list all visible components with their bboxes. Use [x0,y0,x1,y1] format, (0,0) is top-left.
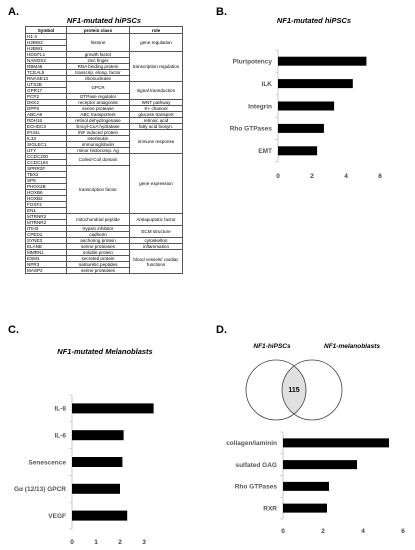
x-tick-label: 1 [94,539,98,546]
gene-symbol: ELANE [26,244,67,250]
category-label: Rho GTPases [234,483,277,491]
gene-role: retinoic acid [130,118,183,124]
gene-symbol: GPR17 [26,88,67,94]
gene-symbol: SYNE3 [26,238,67,244]
protein-class: histone [67,34,130,52]
venn-right-label [302,343,402,350]
x-tick-label: 0 [70,539,74,546]
protein-class: retinol dehydrogenase [67,118,130,124]
gene-symbol: FOXF2 [26,202,67,208]
protein-class: immunoglobulin [67,142,130,148]
category-label: RXR [263,505,277,513]
panel-b-title-gene: NF1 [276,16,292,25]
protein-class: trypsin inhibitor [67,226,130,232]
gene-symbol: SPRR2F [26,166,67,172]
protein-class: Enoyl-CoA hydratase [67,124,130,130]
protein-class: INF induced protein [67,130,130,136]
x-tick-label: 4 [344,173,348,180]
x-tick-label: 0 [281,528,285,535]
category-label: VEGF [48,512,66,520]
venn-left-label [237,343,307,350]
venn-overlap-count: 115 [288,387,300,394]
category-label: Pluripotency [232,58,272,66]
protein-class: serine proteases [67,268,130,274]
venn-left-label-gene: NF1 [253,343,266,350]
protein-class: receptor antagonist [67,100,130,106]
protein-class: natriuretic peptides [67,262,130,268]
panel-a-title-rest: -mutated hiPSCs [81,16,142,25]
gene-symbol: CCDC194 [26,160,67,166]
gene-role: gene expression [130,154,183,214]
gene-role: ECM structure [130,226,183,238]
panel-b-label: B. [216,6,227,18]
gene-symbol: CPED1 [26,232,67,238]
x-tick-label: 6 [378,173,382,180]
gene-symbol: IFI44L [26,130,67,136]
protein-class: cadherin [67,232,130,238]
gene-symbol: HOXB6 [26,190,67,196]
protein-class: ribonuclease [67,76,130,82]
gene-symbol: MASP2 [26,268,67,274]
gene-symbol: PHOX2B [26,184,67,190]
gene-symbol: H2BW2 [26,40,67,46]
gene-symbol: RBM46 [26,64,67,70]
gene-role: blood vessels/ cardiac functions [130,250,183,274]
gene-role: K+ channel [130,106,183,112]
gene-symbol: NPR3 [26,262,67,268]
protein-class: RNA binding protein [67,64,130,70]
x-tick-label: 0 [276,173,280,180]
gene-symbol: SIGLEC1 [26,142,67,148]
gene-role: WNT pathway [130,100,183,106]
gene-role: transcription regulation [130,52,183,82]
header-role: role [130,27,183,34]
category-label: ILK [261,80,272,88]
gene-symbol: UTY [26,148,67,154]
x-tick-label: 3 [142,539,146,546]
x-tick-label: 2 [310,173,314,180]
venn-left-label-rest: -hiPSCs [265,343,291,350]
gene-role: signal transduction [130,82,183,100]
protein-class: mitochondrial peptide [67,214,130,226]
panel-d-label: D. [216,324,227,336]
x-tick-label: 2 [118,539,122,546]
gene-symbol: H1-4 [26,34,67,40]
gene-symbol: ESM1 [26,256,67,262]
protein-class: transcription factor [67,166,130,214]
protein-class: anchoring protein [67,238,130,244]
gene-symbol: DKK2 [26,100,67,106]
gene-symbol: MTRNR2 [26,214,67,220]
protein-class: zinc finger [67,58,130,64]
header-symbol: Symbol [26,27,67,34]
gene-symbol: PCP2 [26,94,67,100]
protein-class: serine protease [67,106,130,112]
gene-role: gene regulation [130,34,183,52]
protein-class: interleukin [67,136,130,142]
panel-c-label: C. [8,324,19,336]
protein-class: soluble protein [67,250,130,256]
gene-symbol: ABCA9 [26,112,67,118]
panel-a-title-gene: NF1 [66,16,82,25]
gene-symbol: UTS2B [26,82,67,88]
protein-class: minor histocomp. Ag [67,148,130,154]
venn-right-label-rest: -melanoblasts [336,343,380,350]
gene-symbol: IL33 [26,136,67,142]
panel-c-title-rest: -mutated Melanoblasts [71,347,153,356]
category-label: Gα (12/13) GPCR [13,486,66,494]
gene-symbol: RNASE13 [26,76,67,82]
gene-symbol: ITIH3 [26,226,67,232]
x-tick-label: 6 [401,528,405,535]
category-label: IL-8 [54,405,66,413]
x-tick-label: 2 [321,528,325,535]
category-label: EMT [258,148,272,156]
gene-symbol: NANOS2 [26,58,67,64]
category-label: IL-6 [54,432,66,440]
gene-role: inflammation [130,244,183,250]
gene-role: cytoskelton [130,238,183,244]
gene-role: glucose transport [130,112,183,118]
protein-class: serine proteases [67,244,130,250]
panel-c-title-gene: NF1 [57,347,72,356]
header-protein-class: protein class [67,27,130,34]
protein-class: Coiled-Coil domain [67,154,130,166]
x-tick-label: 4 [361,528,365,535]
gene-symbol: MTRNR2 [26,220,67,226]
panel-a-label: A. [8,6,19,18]
category-label: Integrin [248,103,272,111]
gene-symbol: ECHDC3 [26,124,67,130]
gene-symbol: EN1 [26,208,67,214]
protein-class: growth factor [67,52,130,58]
category-label: sulfated GAG [235,461,277,469]
gene-symbol: HOXB2 [26,196,67,202]
protein-class: GPCR [67,82,130,94]
category-label: Senescence [28,459,66,467]
venn-right-label-gene: NF1 [324,343,337,350]
protein-class: transcrip. elong. factor [67,70,130,76]
gene-symbol: MMRN1 [26,250,67,256]
gene-symbol: TBX2 [26,172,67,178]
category-label: collagen/laminin [226,440,277,448]
gene-role: Antiapoptotic factor [130,214,183,226]
gene-symbol: CCDC200 [26,154,67,160]
gene-symbol: H2BW1 [26,46,67,52]
gene-symbol: DPP6 [26,106,67,112]
gene-role: fatty acid biosyn. [130,124,183,130]
protein-class: secreted protein [67,256,130,262]
gene-symbol: RDH16 [26,118,67,124]
gene-symbol: HDGFL1 [26,52,67,58]
gene-symbol: TCEAL5 [26,70,67,76]
category-label: Rho GTPases [229,125,272,133]
protein-class: ABC transporters [67,112,130,118]
panel-b-title-rest: -mutated hiPSCs [291,16,352,25]
gene-symbol: SP9 [26,178,67,184]
gene-role: immune response [130,130,183,154]
protein-class: GTPase regulator [67,94,130,100]
